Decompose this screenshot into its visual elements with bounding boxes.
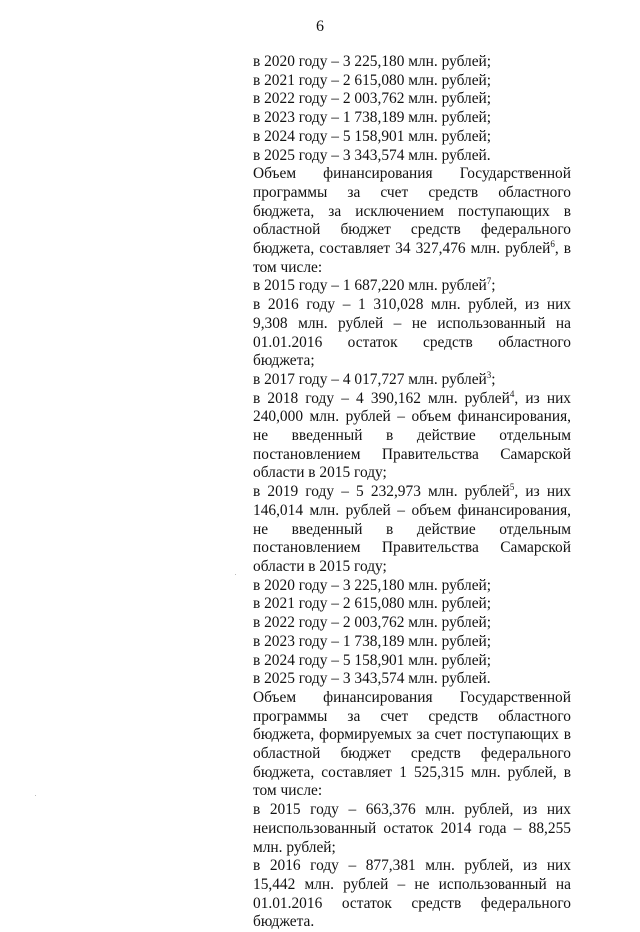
footnote-ref: 6 xyxy=(550,239,555,250)
scan-artifact xyxy=(35,795,36,796)
page-number: 6 xyxy=(316,18,324,35)
document-body xyxy=(253,53,571,932)
paragraph: в 2018 году – 4 390,162 млн. рублей$^4$, из них 240,000 млн. рублей – объем финансирования, не введенный в действие отдельным постановлением Правительства Самарской области в 2015 году; xyxy=(253,388,571,482)
paragraph: в 2023 году – 1 738,189 млн. рублей; xyxy=(253,109,492,127)
paragraph: в 2022 году – 2 003,762 млн. рублей; xyxy=(253,614,492,632)
paragraph: в 2025 году – 3 343,574 млн. рублей. xyxy=(253,670,491,688)
paragraph: в 2024 году – 5 158,901 млн. рублей; xyxy=(253,127,492,145)
footnote-ref: 3 xyxy=(486,369,492,380)
paragraph: в 2016 году – 877,381 млн. рублей, из них 15,442 млн. рублей – не использованный на 01.01.2016 остаток средств федерального бюджета. xyxy=(253,857,571,931)
scan-artifact xyxy=(235,574,236,575)
paragraph: в 2021 году – 2 615,080 млн. рублей; xyxy=(253,71,492,89)
paragraph: в 2019 году – 5 232,973 млн. рублей$^5$, из них 146,014 млн. рублей – объем финансирования, не введенный в действие отдельным постановлением Правительства Самарской области в 2015 году; xyxy=(253,482,571,575)
paragraph: в 2016 году – 1 310,028 млн. рублей, из них 9,308 млн. рублей – не использованный на 01.01.2016 остаток средств областного бюджета; xyxy=(253,296,571,370)
paragraph: в 2017 году – 4 017,727 млн. рублей$^3$; xyxy=(253,369,496,388)
footnote-ref: 5 xyxy=(509,482,515,493)
paragraph: в 2024 году – 5 158,901 млн. рублей; xyxy=(253,651,492,669)
paragraph: в 2015 году – 663,376 млн. рублей, из них неиспользованный остаток 2014 года – 88,255 млн. рублей; xyxy=(253,801,571,856)
paragraph: Объем финансирования Государственной программы за счет средств областного бюджета, за исключением поступающих в областной бюджет средств федерального бюджета, составляет 34 327,476 млн. рублей$^6$, в том числе: xyxy=(253,165,571,276)
footnote-ref: 7 xyxy=(486,276,492,287)
paragraph: в 2022 году – 2 003,762 млн. рублей; xyxy=(253,90,492,108)
footnote-ref: 4 xyxy=(509,388,515,399)
paragraph: в 2020 году – 3 225,180 млн. рублей; xyxy=(253,53,492,70)
paragraph: в 2021 году – 2 615,080 млн. рублей; xyxy=(253,595,492,613)
paragraph: Объем финансирования Государственной программы за счет средств областного бюджета, формируемых за счет поступающих в областной бюджет средств федерального бюджета, составляет 1 525,315 млн. рублей, в том числе: xyxy=(253,688,571,800)
paragraph: в 2020 году – 3 225,180 млн. рублей; xyxy=(253,576,492,594)
paragraph: в 2023 году – 1 738,189 млн. рублей; xyxy=(253,632,492,650)
paragraph: в 2025 году – 3 343,574 млн. рублей. xyxy=(253,146,491,164)
paragraph: в 2015 году – 1 687,220 млн. рублей$^7$; xyxy=(253,276,496,295)
